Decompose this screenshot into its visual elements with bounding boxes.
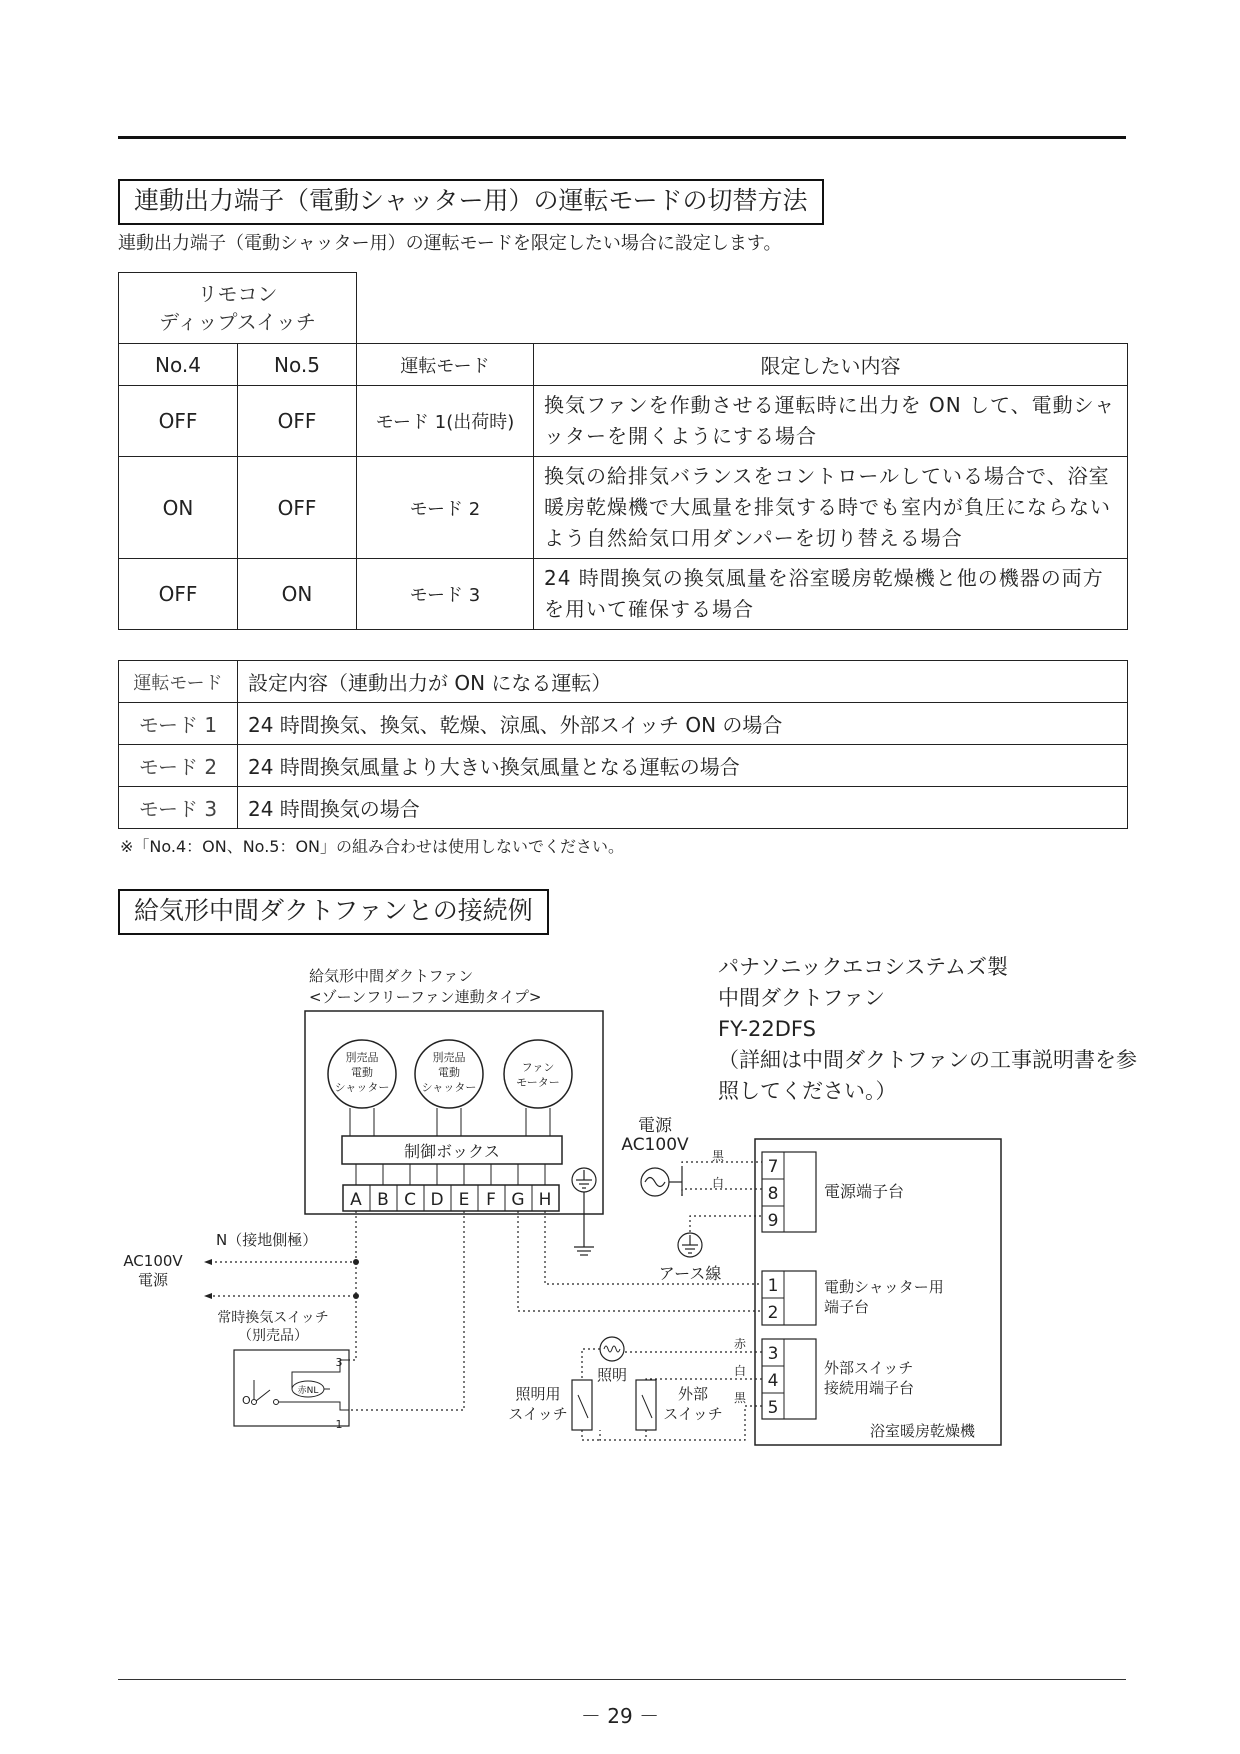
ext-terminal-block [762, 1339, 816, 1419]
cell-content: 24 時間換気風量より大きい換気風量となる運転の場合 [238, 745, 1128, 787]
control-box-wires [356, 1164, 545, 1185]
light-label: 照明 [596, 1366, 628, 1384]
shutter-terminal-block [762, 1271, 816, 1325]
wire-white-label-2: 白 [734, 1364, 747, 1378]
cell-desc: 換気の給排気バランスをコントロールしている場合で、浴室暖房乾燥機で大風量を排気する時でも室内が負圧にならないよう自然給気口用ダンパーを切り替える場合 [534, 457, 1128, 559]
bottom-rule [118, 1679, 1126, 1680]
svg-text:9: 9 [767, 1211, 779, 1231]
ac-label-2: 電源 [137, 1271, 169, 1289]
svg-text:2: 2 [767, 1303, 779, 1323]
cell-desc: 換気ファンを作動させる運転時に出力を ON して、電動シャッターを開くようにする場合 [534, 386, 1128, 457]
svg-text:G: G [511, 1190, 525, 1210]
ext-switch-icon [636, 1380, 656, 1430]
cell-no5: ON [238, 559, 357, 630]
ext-terminal-label-2: 接続用端子台 [824, 1379, 915, 1397]
header-desc: 限定したい内容 [534, 344, 1128, 386]
usage-note: ※「No.4：ON、No.5：ON」の組み合わせは使用しないでください。 [120, 837, 625, 856]
group-header: リモコン ディップスイッチ [119, 273, 357, 344]
header-no4: No.4 [119, 344, 238, 386]
ac-source-icon [641, 1168, 682, 1196]
header-content: 設定内容（連動出力が ON になる運転） [238, 661, 1128, 703]
svg-text:O: O [242, 1394, 251, 1407]
light-switch-label: 照明用 [515, 1385, 561, 1403]
svg-text:3: 3 [767, 1344, 779, 1364]
cell-mode: モード 1 [119, 703, 238, 745]
vent-switch-note: （別売品） [238, 1328, 308, 1344]
wire-red-label: 赤 [734, 1337, 747, 1351]
table-row [119, 559, 1128, 630]
svg-text:ファン: ファン [521, 1061, 555, 1074]
vent-switch-icon [234, 1350, 349, 1431]
svg-text:モーター: モーター [516, 1076, 560, 1089]
header-row [119, 661, 1128, 703]
terminal-strip [343, 1185, 559, 1211]
svg-text:シャッター: シャッター [421, 1081, 477, 1094]
header-mode: 運転モード [357, 344, 534, 386]
cell-content: 24 時間換気、換気、乾燥、涼風、外部スイッチ ON の場合 [238, 703, 1128, 745]
svg-text:A: A [350, 1190, 362, 1210]
table-row [119, 745, 1128, 787]
cell-mode: モード 2 [119, 745, 238, 787]
motor-fan [504, 1040, 572, 1136]
motor-shutter-1 [328, 1040, 396, 1136]
product-maker: パナソニックエコシステムズ製 [718, 955, 1009, 979]
section-title-connection: 給気形中間ダクトファンとの接続例 [118, 889, 549, 935]
svg-text:シャッター: シャッター [334, 1081, 390, 1094]
power-terminal-block [762, 1152, 816, 1232]
wire-white-label: 白 [712, 1176, 725, 1190]
vent-switch-label: 常時換気スイッチ [217, 1310, 329, 1326]
svg-text:電動: 電動 [438, 1066, 460, 1079]
table-row [119, 457, 1128, 559]
table-row [119, 703, 1128, 745]
svg-text:電動: 電動 [351, 1066, 373, 1079]
header-row [119, 344, 1128, 386]
earth-wire-icon [678, 1233, 702, 1257]
svg-text:D: D [430, 1190, 444, 1210]
mode-content-table [118, 660, 1128, 829]
top-rule [118, 136, 1126, 139]
power-voltage: AC100V [621, 1135, 689, 1155]
svg-text:赤NL: 赤NL [297, 1386, 319, 1396]
page-number: － 29 － [580, 1704, 660, 1728]
ext-switch-label-2: スイッチ [663, 1405, 723, 1423]
svg-text:1: 1 [767, 1276, 779, 1296]
product-model: FY-22DFS [718, 1017, 816, 1041]
cell-desc: 24 時間換気の換気風量を浴室暖房乾燥機と他の機器の両方を用いて確保する場合 [534, 559, 1128, 630]
ext-terminal-label: 外部スイッチ [824, 1359, 914, 1377]
power-wires [682, 1162, 762, 1232]
svg-text:C: C [404, 1190, 416, 1210]
control-box-label: 制御ボックス [404, 1142, 500, 1161]
header-no5: No.5 [238, 344, 357, 386]
power-terminal-label: 電源端子台 [824, 1182, 905, 1201]
dip-switch-table [118, 272, 1128, 630]
light-switch-icon [572, 1380, 592, 1430]
fan-unit-label: 給気形中間ダクトファン [309, 967, 474, 985]
svg-text:F: F [486, 1190, 496, 1210]
cell-content: 24 時間換気の場合 [238, 787, 1128, 829]
shutter-wires [518, 1211, 762, 1311]
shutter-terminal-label: 電動シャッター用 [824, 1278, 944, 1296]
svg-text:5: 5 [767, 1398, 779, 1418]
shutter-terminal-label-2: 端子台 [824, 1298, 870, 1316]
svg-text:別売品: 別売品 [432, 1051, 466, 1064]
cell-no5: OFF [238, 457, 357, 559]
light-icon [600, 1337, 624, 1361]
table-row [119, 787, 1128, 829]
cell-mode: モード 3 [119, 787, 238, 829]
svg-text:1: 1 [335, 1418, 343, 1431]
ext-switch-label: 外部 [677, 1385, 709, 1403]
blank-cell [357, 273, 1128, 344]
table-row [119, 386, 1128, 457]
section-title-mode-switch: 連動出力端子（電動シャッター用）の運転モードの切替方法 [118, 179, 824, 225]
neutral-label: N（接地側極） [216, 1231, 318, 1249]
svg-text:7: 7 [767, 1157, 779, 1177]
light-switch-label-2: スイッチ [508, 1405, 568, 1423]
cell-mode: モード 3 [357, 559, 534, 630]
cell-no5: OFF [238, 386, 357, 457]
wiring-diagram [0, 940, 1240, 1460]
product-note-line2: 照してください。） [718, 1079, 897, 1103]
cell-mode: モード 1(出荷時) [357, 386, 534, 457]
power-label: 電源 [638, 1116, 672, 1136]
svg-text:8: 8 [767, 1184, 779, 1204]
cell-no4: ON [119, 457, 238, 559]
intro-text: 連動出力端子（電動シャッター用）の運転モードを限定したい場合に設定します。 [118, 233, 782, 254]
svg-text:別売品: 別売品 [345, 1051, 379, 1064]
cell-mode: モード 2 [357, 457, 534, 559]
product-note-line1: （詳細は中間ダクトファンの工事説明書を参 [718, 1048, 1137, 1072]
cell-no4: OFF [119, 559, 238, 630]
earth-icon [572, 1168, 596, 1255]
svg-text:3: 3 [335, 1356, 343, 1369]
earth-wire-label: アース線 [658, 1264, 722, 1283]
fan-unit-type: <ゾーンフリーファン連動タイプ> [309, 988, 542, 1006]
ac-label: AC100V [123, 1252, 183, 1270]
header-mode: 運転モード [119, 661, 238, 703]
svg-text:4: 4 [767, 1371, 779, 1391]
cell-no4: OFF [119, 386, 238, 457]
wire-black-label-2: 黒 [734, 1391, 747, 1405]
heater-name: 浴室暖房乾燥機 [870, 1422, 976, 1440]
motor-shutter-2 [415, 1040, 483, 1136]
product-type: 中間ダクトファン [718, 986, 885, 1010]
svg-text:E: E [458, 1190, 470, 1210]
wire-black-label: 黒 [712, 1149, 725, 1163]
svg-text:H: H [538, 1190, 552, 1210]
svg-text:B: B [377, 1190, 389, 1210]
